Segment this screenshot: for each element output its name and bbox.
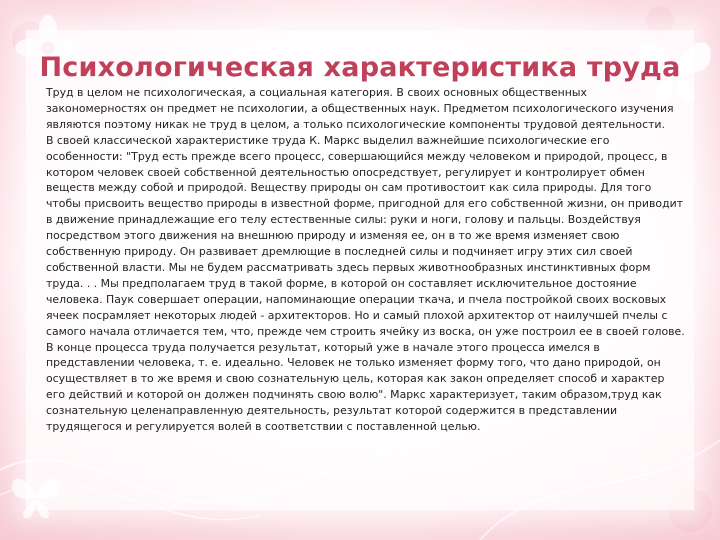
- paragraph-1: Труд в целом не психологическая, а социальная категория. В своих основных общественных закономерностях он предмет не психологии, а общественных наук. Предметом психологического изучения являются поэтому никак не труд в целом, а только психологические компоненты трудовой деятельности.: [46, 86, 674, 131]
- body-text: [46, 85, 686, 435]
- paragraph-2: В своей классической характеристике труда К. Маркс выделил важнейшие психологические его особенности: "Труд есть прежде всего процесс, совершающийся между человеком и природой, процесс, в котором человек своей собственной деятельностью опосредствует, регулирует и контролирует обмен веществ между собой и природой. Веществу природы он сам противостоит как сила природы. Для того чтобы присвоить вещество природы в известной форме, пригодной для его собственной жизни, он приводит в движение принадлежащие его телу естественные силы: руки и ноги, голову и пальцы. Воздействуя посредством этого движения на внешнюю природу и изменяя ее, он в то же время изменяет свою собственную природу. Он развивает дремлющие в последней силы и подчиняет игру этих сил своей собственной власти. Мы не будем рассматривать здесь первых животнообразных инстинктивных форм труда. . . Мы предполагаем труд в такой форме, в которой он составляет исключительное достояние человека. Паук совершает операции, напоминающие операции ткача, и пчела постройкой своих восковых ячеек посрамляет некоторых людей - архитекторов. Но и самый плохой архитектор от наилучшей пчелы с самого начала отличается тем, что, прежде чем строить ячейку из воска, он уже построил ее в своей голове. В конце процесса труда получается результат, который уже в начале этого процесса имелся в представлении человека, т. е. идеально. Человек не только изменяет форму того, что дано природой, он осуществляет в то же время и свою сознательную цель, которая как закон определяет способ и характер его действий и которой он должен подчинять свою волю". Маркс характеризует, таким образом,труд как сознательную целенаправленную деятельность, результат которой содержится в представлении трудящегося и регулируется волей в соответствии с поставленной целью.: [46, 133, 685, 434]
- slide-title: Психологическая характеристика труда: [39, 52, 681, 83]
